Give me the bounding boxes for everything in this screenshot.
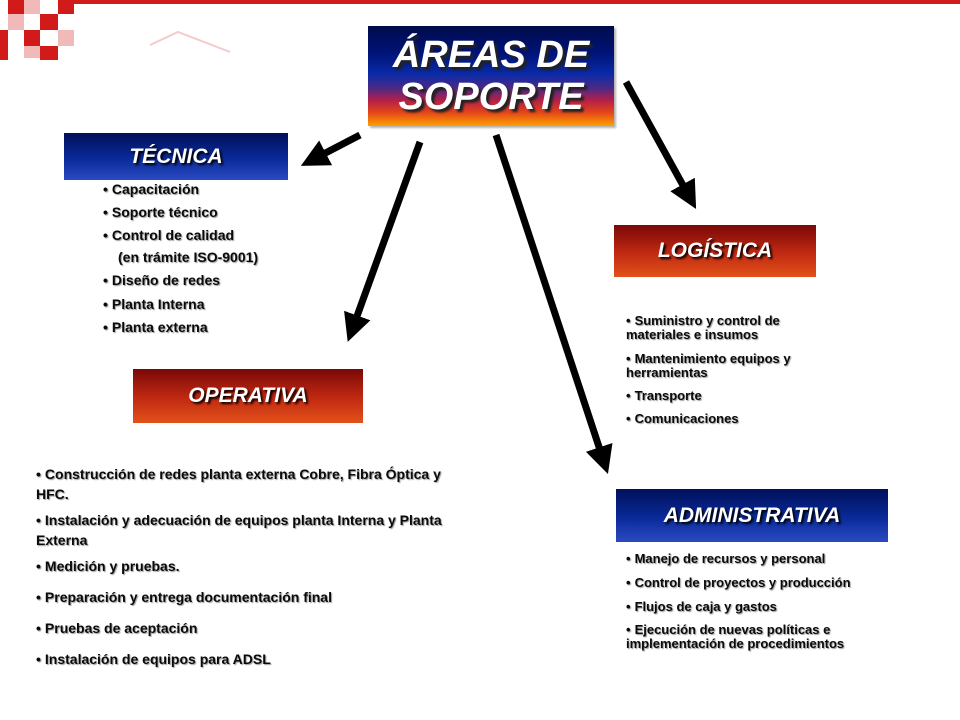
list-item: (en trámite ISO-9001) xyxy=(118,249,259,265)
list-item: • Transporte xyxy=(626,389,846,403)
arrow-to-operativa xyxy=(352,142,420,330)
list-item: • Instalación de equipos para ADSL xyxy=(36,649,464,669)
tecnica-list xyxy=(103,181,323,342)
list-item: • Preparación y entrega documentación final xyxy=(36,587,464,607)
tecnica-box: TÉCNICA xyxy=(64,133,288,180)
list-item: • Control de proyectos y producción xyxy=(626,576,916,590)
list-item: • Ejecución de nuevas políticas e implementación de procedimientos xyxy=(626,623,916,651)
list-item: • Construcción de redes planta externa Cobre, Fibra Óptica y HFC. xyxy=(36,464,464,504)
main-title-line1: ÁREAS DE xyxy=(392,34,590,76)
list-item: • Control de calidad xyxy=(103,227,323,249)
logistica-list xyxy=(626,314,846,426)
list-item: • Capacitación xyxy=(103,181,323,204)
list-item: • Comunicaciones xyxy=(626,412,846,426)
arrow-to-tecnica xyxy=(312,135,360,160)
list-item: • Flujos de caja y gastos xyxy=(626,600,916,614)
list-item: • Instalación y adecuación de equipos planta Interna y Planta Externa xyxy=(36,510,464,550)
administrativa-list xyxy=(626,552,916,651)
arrow-to-administrativa xyxy=(496,135,604,462)
list-item: • Suministro y control de materiales e insumos xyxy=(626,314,846,342)
list-item: • Planta Interna xyxy=(103,296,323,319)
list-item: • Soporte técnico xyxy=(103,204,323,227)
list-item: • Manejo de recursos y personal xyxy=(626,552,916,566)
operativa-box: OPERATIVA xyxy=(133,369,363,423)
arrow-to-logistica xyxy=(626,82,690,198)
main-title-line2: SOPORTE xyxy=(398,76,584,118)
operativa-list xyxy=(36,464,464,669)
list-item: • Pruebas de aceptación xyxy=(36,618,464,638)
administrativa-box: ADMINISTRATIVA xyxy=(616,489,888,542)
main-title-box xyxy=(368,26,614,126)
list-item: • Medición y pruebas. xyxy=(36,556,464,576)
logistica-box: LOGÍSTICA xyxy=(614,225,816,277)
list-item: • Diseño de redes xyxy=(103,272,323,296)
list-item: • Mantenimiento equipos y herramientas xyxy=(626,352,846,380)
list-item: • Planta externa xyxy=(103,319,323,342)
